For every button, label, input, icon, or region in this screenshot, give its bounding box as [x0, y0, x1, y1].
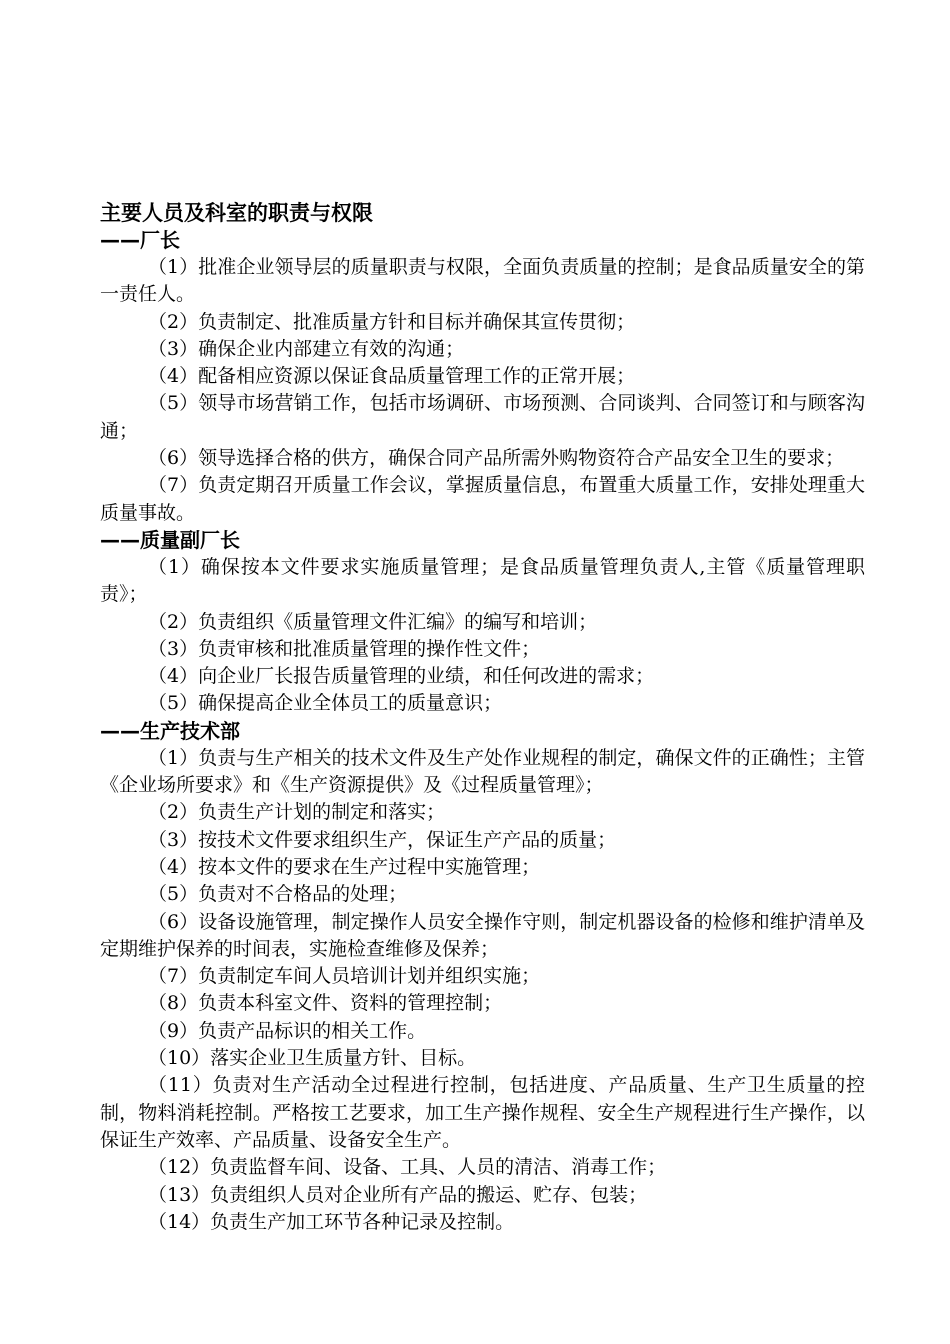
list-item: （5）负责对不合格品的处理； [148, 883, 408, 906]
list-item: （4）配备相应资源以保证食品质量管理工作的正常开展； [148, 365, 636, 388]
section-heading: ——厂长 [100, 228, 180, 252]
list-item: （1）批准企业领导层的质量职责与权限，全面负责质量的控制；是食品质量安全的第一责任人。 [100, 256, 865, 306]
list-item: （2）负责组织《质量管理文件汇编》的编写和培训； [148, 610, 598, 633]
document-page [100, 199, 865, 1236]
list-item: （7）负责定期召开质量工作会议，掌握质量信息，布置重大质量工作，安排处理重大质量事故。 [100, 474, 865, 524]
list-item: （12）负责监督车间、设备、工具、人员的清洁、消毒工作； [148, 1156, 667, 1179]
list-item: （4）向企业厂长报告质量管理的业绩，和任何改进的需求； [148, 665, 655, 688]
list-item: （9）负责产品标识的相关工作。 [148, 1019, 427, 1042]
list-item: （2）负责制定、批准质量方针和目标并确保其宣传贯彻； [148, 310, 636, 333]
section-factory-director [100, 227, 865, 527]
section-heading: ——质量副厂长 [100, 527, 240, 552]
list-item: （1）负责与生产相关的技术文件及生产处作业规程的制定，确保文件的正确性；主管《企业场所要求》和《生产资源提供》及《过程质量管理》； [100, 746, 865, 797]
list-item: （3）按技术文件要求组织生产，保证生产产品的质量； [148, 828, 617, 851]
list-item: （6）设备设施管理，制定操作人员安全操作守则，制定机器设备的检修和维护清单及定期维护保养的时间表，实施检查维修及保养； [100, 910, 865, 960]
list-item: （7）负责制定车间人员培训计划并组织实施； [148, 965, 541, 988]
list-item: （1）确保按本文件要求实施质量管理；是食品质量管理负责人,主管《质量管理职责》； [100, 555, 865, 606]
list-item: （10）落实企业卫生质量方针、目标。 [148, 1047, 477, 1070]
list-item: （14）负责生产加工环节各种记录及控制。 [148, 1210, 515, 1233]
list-item: （3）确保企业内部建立有效的沟通； [148, 337, 465, 360]
list-item: （8）负责本科室文件、资料的管理控制； [148, 992, 503, 1015]
list-item: （5）领导市场营销工作，包括市场调研、市场预测、合同谈判、合同签订和与顾客沟通； [100, 392, 865, 442]
list-item: （13）负责组织人员对企业所有产品的搬运、贮存、包装； [148, 1183, 648, 1206]
list-item: （11）负责对生产活动全过程进行控制，包括进度、产品质量、生产卫生质量的控制，物料消耗控制。严格按工艺要求，加工生产操作规程、安全生产规程进行生产操作，以保证生产效率、产品质量、设备安全生产。 [100, 1074, 865, 1151]
list-item: （5）确保提高企业全体员工的质量意识； [148, 692, 503, 715]
section-production-technology [100, 718, 865, 1236]
list-item: （3）负责审核和批准质量管理的操作性文件； [148, 637, 541, 660]
section-heading: ——生产技术部 [100, 718, 240, 743]
list-item: （4）按本文件的要求在生产过程中实施管理； [148, 855, 541, 878]
list-item: （6）领导选择合格的供方，确保合同产品所需外购物资符合产品安全卫生的要求； [148, 447, 845, 470]
list-item: （2）负责生产计划的制定和落实； [148, 801, 446, 824]
section-quality-deputy-director [100, 527, 865, 718]
document-title: 主要人员及科室的职责与权限 [100, 201, 373, 225]
